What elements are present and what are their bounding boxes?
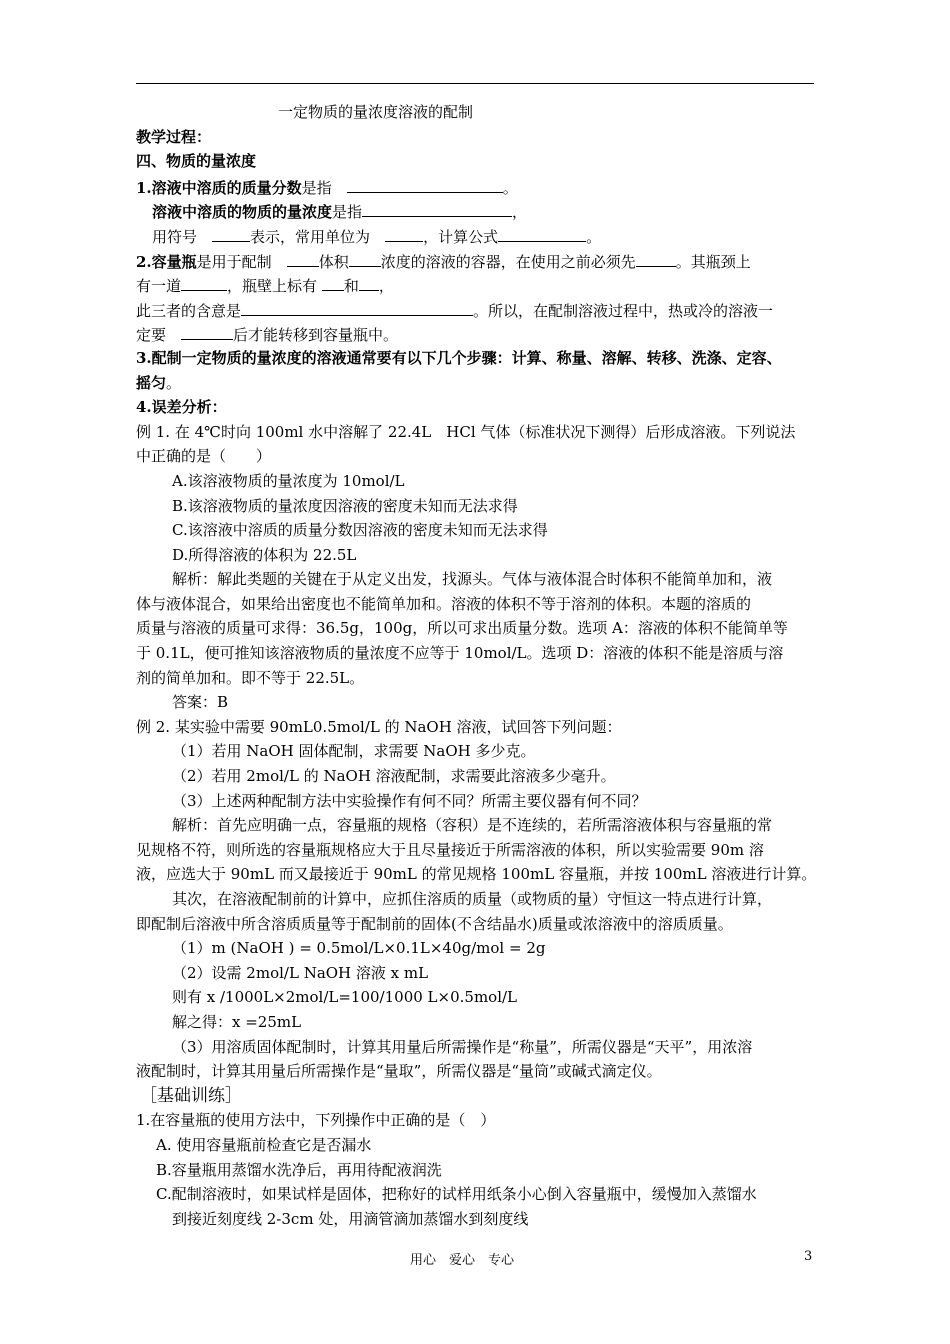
q2b-text-c: 和 bbox=[343, 277, 359, 296]
analysis-2-line: （2）设需 2mol/L NaOH 溶液 x mL bbox=[172, 963, 429, 982]
document-title: 一定物质的量浓度溶液的配制 bbox=[278, 103, 474, 121]
question-4: 4.误差分析： bbox=[136, 398, 227, 417]
analysis-2-line: 液配制时，计算其用量后所需操作是“量取”，所需仪器是“量筒”或碱式滴定仪。 bbox=[136, 1062, 662, 1081]
answer-1: 答案：B bbox=[172, 693, 229, 712]
training-option-a: A. 使用容量瓶前检查它是否漏水 bbox=[156, 1135, 372, 1154]
blank bbox=[212, 223, 250, 242]
q2b-text-d: ， bbox=[378, 277, 394, 296]
q3-end: 。 bbox=[166, 373, 182, 392]
example-2-line: 例 2. 某实验中需要 90mL0.5mol/L 的 NaOH 溶液，试回答下列问题： bbox=[136, 717, 622, 736]
blank bbox=[181, 321, 233, 340]
q1b-text: 是指 bbox=[332, 203, 363, 222]
page-number: 3 bbox=[804, 1249, 813, 1264]
process-heading: 教学过程： bbox=[136, 127, 212, 146]
blank bbox=[385, 223, 423, 242]
q1-term: 1.溶液中溶质的质量分数 bbox=[136, 178, 302, 197]
analysis-2-line: （1）m (NaOH ) = 0.5mol/L×0.1L×40g/mol = 2g bbox=[172, 939, 546, 958]
blank bbox=[362, 198, 512, 217]
example-1-option-c: C.该溶液中溶质的质量分数因溶液的密度未知而无法求得 bbox=[172, 521, 548, 540]
example-2-question: （3）上述两种配制方法中实验操作有何不同？所需主要仪器有何不同？ bbox=[172, 791, 647, 810]
example-1-line: 中正确的是（ ） bbox=[136, 447, 272, 466]
q1-end: 。 bbox=[502, 178, 518, 197]
blank bbox=[636, 248, 676, 267]
question-3b bbox=[136, 371, 826, 396]
q2b-text-b: ，瓶壁上标有 bbox=[227, 277, 318, 296]
analysis-1-line: 剂的简单加和。即不等于 22.5L。 bbox=[136, 668, 365, 687]
analysis-1-line: 质量与溶液的质量可求得：36.5g，100g，所以可求出质量分数。选项 A：溶液的体积不能简单等 bbox=[136, 619, 788, 638]
analysis-1-line: 解析：解此类题的关键在于从定义出发，找源头。气体与液体混合时体积不能简单加和，液 bbox=[172, 570, 773, 589]
training-option-b: B.容量瓶用蒸馏水洗净后，再用待配液润洗 bbox=[156, 1160, 442, 1179]
q1b-term: 溶液中溶质的物质的量浓度 bbox=[152, 203, 333, 222]
question-3: 3.配制一定物质的量浓度的溶液通常要有以下几个步骤：计算、称量、溶解、转移、洗涤、定容、 bbox=[136, 348, 782, 367]
example-1-option-b: B.该溶液物质的量浓度因溶液的密度未知而无法求得 bbox=[172, 496, 518, 515]
blank bbox=[287, 248, 319, 267]
question-2d bbox=[136, 321, 826, 346]
example-2-question: （2）若用 2mol/L 的 NaOH 溶液配制，求需要此溶液多少毫升。 bbox=[172, 767, 616, 786]
q1b-end: ， bbox=[512, 203, 528, 222]
analysis-2-line: 则有 x /1000L×2mol/L=100/1000 L×0.5mol/L bbox=[172, 988, 518, 1007]
q3-last-step: 摇匀 bbox=[136, 373, 167, 392]
q1-text: 是指 bbox=[301, 178, 332, 197]
question-2c bbox=[136, 297, 826, 322]
q1c-text-c: ，计算公式 bbox=[423, 227, 499, 246]
example-1-line: 例 1. 在 4℃时向 100ml 水中溶解了 22.4L HCl 气体（标准状况下测得）后形成溶液。下列说法 bbox=[136, 422, 796, 441]
blank bbox=[347, 174, 503, 193]
footer-motto: 用心 爱心 专心 bbox=[410, 1253, 515, 1268]
question-1b bbox=[136, 198, 826, 223]
training-question-1: 1.在容量瓶的使用方法中，下列操作中正确的是（ ） bbox=[136, 1111, 496, 1130]
blank bbox=[322, 272, 344, 291]
analysis-1-line: 于 0.1L，便可推知该溶液物质的量浓度不应等于 10mol/L。选项 D：溶液的体积不能是溶质与溶 bbox=[136, 644, 784, 663]
q1c-end: 。 bbox=[586, 227, 602, 246]
q2d-text-b: 后才能转移到容量瓶中。 bbox=[233, 326, 399, 345]
question-2 bbox=[136, 248, 826, 273]
example-2-question: （1）若用 NaOH 固体配制，求需要 NaOH 多少克。 bbox=[172, 742, 536, 761]
header-rule bbox=[136, 83, 814, 84]
analysis-2-line: 见规格不符，则所选的容量瓶规格应大于且尽量接近于所需溶液的体积，所以实验需要 90m 溶 bbox=[136, 840, 764, 859]
document-body bbox=[136, 100, 826, 1231]
q2-text-d: 。其瓶颈上 bbox=[675, 252, 751, 271]
analysis-2-line: 解之得：x =25mL bbox=[172, 1012, 302, 1031]
q2c-text-b: 。所以，在配制溶液过程中，热或冷的溶液一 bbox=[473, 301, 774, 320]
q2-text-b: 体积 bbox=[318, 252, 349, 271]
blank bbox=[359, 272, 379, 291]
q2b-text-a: 有一道 bbox=[136, 277, 182, 296]
q1c-text-b: 表示，常用单位为 bbox=[250, 227, 371, 246]
analysis-2-line: （3）用溶质固体配制时，计算其用量后所需操作是“称量”，所需仪器是“天平”，用浓溶 bbox=[172, 1037, 753, 1056]
q2-text-a: 是用于配制 bbox=[196, 252, 272, 271]
q2-term: 2.容量瓶 bbox=[136, 252, 197, 271]
blank bbox=[241, 297, 473, 316]
q2-text-c: 浓度的溶液的容器，在使用之前必须先 bbox=[380, 252, 636, 271]
blank bbox=[498, 223, 586, 242]
question-1c bbox=[136, 223, 826, 248]
q2c-text-a: 此三者的含意是 bbox=[136, 301, 242, 320]
analysis-2-line: 液，应选大于 90mL 而又最接近于 90mL 的常见规格 100mL 容量瓶，并按 100mL 溶液进行计算。 bbox=[136, 865, 817, 884]
section-heading: 四、物质的量浓度 bbox=[136, 152, 257, 171]
basic-training-heading: ［基础训练］ bbox=[140, 1085, 242, 1106]
blank bbox=[349, 248, 381, 267]
training-option-c: C.配制溶液时，如果试样是固体，把称好的试样用纸条小心倒入容量瓶中，缓慢加入蒸馏水 bbox=[156, 1185, 757, 1204]
analysis-2-line: 解析：首先应明确一点，容量瓶的规格（容积）是不连续的，若所需溶液体积与容量瓶的常 bbox=[172, 816, 773, 835]
q1c-text-a: 用符号 bbox=[152, 227, 198, 246]
example-1-option-d: D.所得溶液的体积为 22.5L bbox=[172, 545, 357, 564]
blank bbox=[181, 272, 227, 291]
q2d-text-a: 定要 bbox=[136, 326, 167, 345]
question-1 bbox=[136, 174, 826, 199]
training-option-c-cont: 到接近刻度线 2-3cm 处，用滴管滴加蒸馏水到刻度线 bbox=[172, 1209, 529, 1228]
question-2b bbox=[136, 272, 826, 297]
analysis-2-line: 其次，在溶液配制前的计算中，应抓住溶质的质量（或物质的量）守恒这一特点进行计算， bbox=[172, 890, 773, 908]
analysis-1-line: 体与液体混合，如果给出密度也不能简单加和。溶液的体积不等于溶剂的体积。本题的溶质的 bbox=[136, 594, 752, 613]
analysis-2-line: 即配制后溶液中所含溶质质量等于配制前的固体(不含结晶水)质量或浓溶液中的溶质质量。 bbox=[136, 914, 733, 933]
example-1-option-a: A.该溶液物质的量浓度为 10mol/L bbox=[172, 471, 405, 490]
